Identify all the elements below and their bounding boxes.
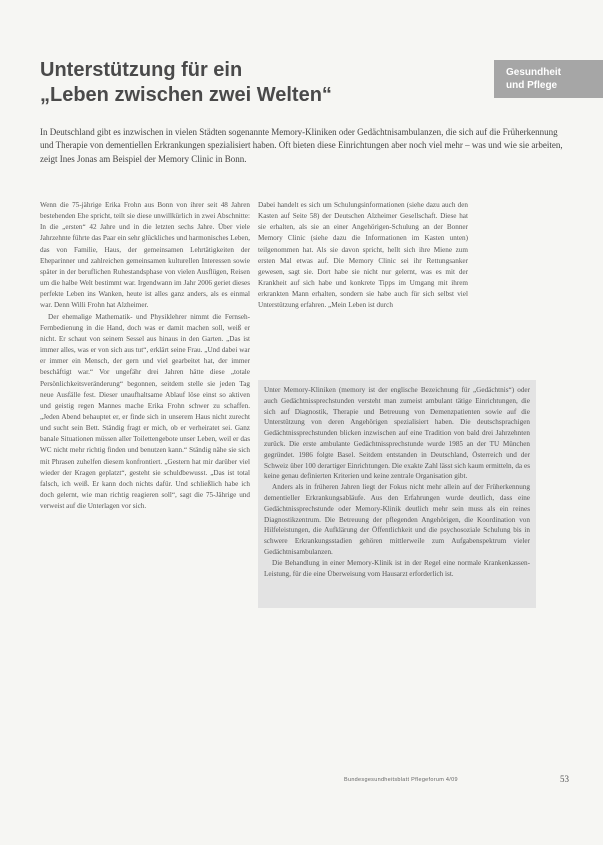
info-box-paragraph: Anders als in früheren Jahren liegt der Fokus nicht mehr allein auf der Früherkennung dementieller Erkrankungsabläufe. Aus den Erfahrungen wurde deutlich, dass eine Gedächtnissprechstunde oder Memory-Klinik deutlich mehr sein muss als ein reines Diagnostikzentrum. Die Betreuung der pflegenden Angehörigen, die Koordination von Hilfeleistungen, die Aufklärung der Öffentlichkeit und die psychosoziale Schulung bis in schwere Erkrankungsstadien gehören mittlerweile zum Aufgabenspektrum vieler Gedächtnisambulanzen. <box>264 483 530 556</box>
left-column <box>40 200 250 512</box>
page-footer: Bundesgesundheitsblatt Pflegeforum 4/09 <box>344 777 458 783</box>
body-paragraph: Der ehemalige Mathematik- und Physiklehrer nimmt die Fernseh-Fernbedienung in die Hand, doch was er damit machen soll, weiß er nicht. Er schaut von seinem Sessel aus hinaus in den Garten. „Das ist immer alles, was er von sich aus tut“, erklärt seine Frau. „Und dabei war er immer ein Mensch, der gern und viel gearbeitet hat, der immer beschäftigt war.“ Vor ungefähr drei Jahren hätte diese „totale Persönlichkeitsveränderung“ begonnen, seitdem stelle sie jeden Tag neue Ausfälle fest. Dieser unaufhaltsame Ablauf löse einst so aktiven und geistig regen Mannes mache Erika Frohn schwer zu schaffen. „Jeden Abend behauptet er, er finde sich in unserem Haus nicht zurecht und sucht sein Bett. Ständig fragt er mich, ob er verheiratet sei. Ganz banale Situationen müssen aller Toilettengebote unser Leben, weil er das WC nicht mehr richtig finden und benutzen kann.“ Ständig nähe sie sich mit Phrasen zuhelfen diesem konfrontiert. „Gestern hat mir darüber viel wieder der Kragen geplatzt“, gesteht sie schuldbewusst. „Das ist total falsch, ich weiß. Er kann doch nichts dafür. Und schließlich habe ich doch gelernt, wie man richtig reagieren soll“, sagt die 75-Jährige und verweist auf die Unterlagen vor sich. <box>40 312 250 511</box>
body-paragraph: Dabei handelt es sich um Schulungsinformationen (siehe dazu auch den Kasten auf Seite 58) der Deutschen Alzheimer Gesellschaft. Diese hat sie erhalten, als sie an einer Angehörigen-Schulung an der Bonner Memory Clinic (siehe dazu die Informationen im Kasten unten) teilgenommen hat. Als sie davon spricht, hellt sich ihre Miene zum ersten Mal etwas auf. Die Memory Clinic sei ihr Rettungsanker gewesen, sagt sie. Dort habe sie nicht nur gelernt, was es mit der Krankheit auf sich habe und konkrete Tipps im Umgang mit ihrem erkrankten Mann erhalten, sondern sie habe auch für sich selbst viel Unterstützung erfahren. „Mein Leben ist durch <box>258 201 468 310</box>
page-number: 53 <box>560 774 569 784</box>
article-title-line-1: Unterstützung für ein <box>40 59 243 81</box>
info-box-paragraph: Die Behandlung in einer Memory-Klinik ist in der Regel eine normale Krankenkassen-Leistung, für die eine Überweisung vom Hausarzt erforderlich ist. <box>264 558 530 578</box>
info-box-paragraph: Unter Memory-Kliniken (memory ist der englische Bezeichnung für „Gedächtnis“) oder auch Gedächtnissprechstunden versteht man zumeist ambulant tätige Einrichtungen, die sich auf Diagnostik, Therapie und Betreuung von Demenzpatienten sowie auf die Unterstützung von deren Angehörigen spezialisiert haben. Die deutschsprachigen Gedächtnissprechstunden blicken inzwischen auf eine Tradition von bald drei Jahrzehnten zurück. Die erste ambulante Gedächtnissprechstunde wurde 1985 an der TU München gegründet. 1986 folgte Basel. Seitdem entstanden in Deutschland, Österreich und der Schweiz über 100 derartiger Einrichtungen. Die exakte Zahl lässt sich kaum ermitteln, da es keine genau definierten Kriterien und keine zentrale Organisation gibt. <box>264 386 530 481</box>
right-column <box>258 200 468 312</box>
info-box <box>258 380 536 608</box>
article-title <box>40 58 460 108</box>
section-tag <box>494 60 603 98</box>
section-tag-line-2: und Pflege <box>506 80 558 91</box>
article-intro: In Deutschland gibt es inzwischen in vielen Städten sogenannte Memory-Kliniken oder Gedächtnisambulanzen, die sich auf die Früherkennung und Therapie von dementiellen Erkrankungen spezialisiert haben. Oft bieten diese Einrichtungen aber noch viel mehr – was und wie sie arbeiten, zeigt Ines Jonas am Beispiel der Memory Clinic in Bonn. <box>40 127 563 164</box>
article-title-line-2: „Leben zwischen zwei Welten“ <box>40 84 332 106</box>
section-tag-line-1: Gesundheit <box>506 67 562 78</box>
body-paragraph: Wenn die 75-jährige Erika Frohn aus Bonn von ihrer seit 48 Jahren bestehenden Ehe spricht, teilt sie diese unwillkürlich in zwei Abschnitte: In die „ersten“ 42 Jahre und in die letzten sechs Jahre. Über viele Jahrzehnte führte das Paar ein sehr glückliches und harmonisches Leben, das von Familie, Haus, der gemeinsamen Lehrtätigkeiten der Eheparinner und zahlreichen gemeinsamen kulturellen Interessen sowie später in der beruflichen Ruhestandsphase von vielen Ausflügen, Reisen um die halbe Welt bestimmt war. Irgendwann im Jahr 2006 geriet dieses perfekte Leben ins Wanken, heute ist alles ganz anders, als es einmal war. Denn Willi Frohn hat Alzheimer. <box>40 201 250 310</box>
